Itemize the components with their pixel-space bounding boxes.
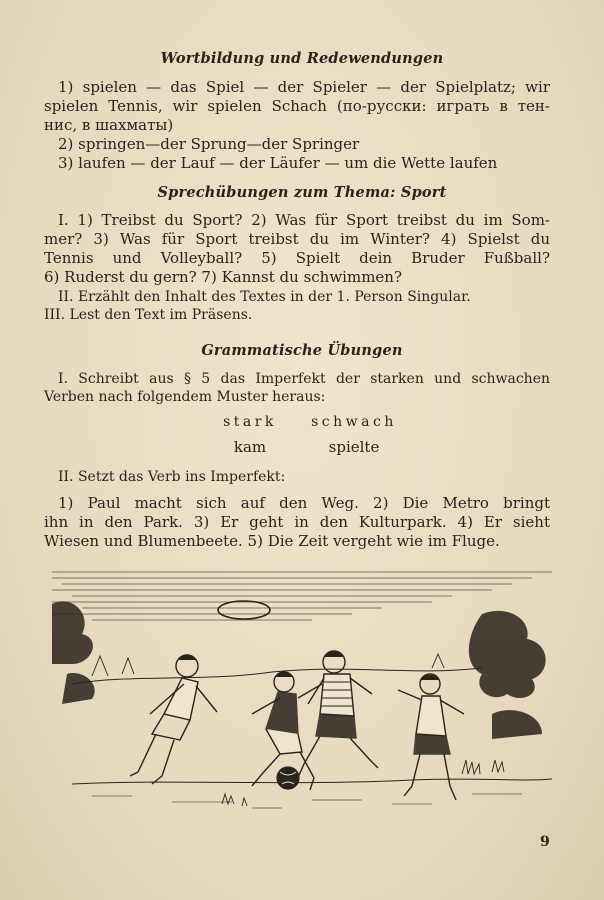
text-line: I. 1) Treibst du Sport? 2) Was für Sport treibst du im Som- bbox=[58, 211, 550, 229]
boy-left bbox=[130, 655, 217, 784]
text-line: 3) laufen — der Lauf — der Läufer — um die Wette laufen bbox=[58, 154, 498, 172]
text-line: нис, в шахматы) bbox=[44, 116, 174, 134]
sprechuebungen-ex2-3 bbox=[44, 288, 550, 324]
flying-ring bbox=[218, 601, 270, 619]
text-line: Tennis und Volleyball? 5) Spielt dein Bruder Fußball? bbox=[44, 249, 550, 267]
table-header-schwach: schwach bbox=[311, 414, 397, 430]
grass-tufts bbox=[222, 760, 504, 806]
football-ball bbox=[277, 767, 299, 789]
right-trees bbox=[469, 611, 546, 739]
text-line: spielen Tennis, wir spielen Schach (по-русски: играть в тен- bbox=[44, 97, 550, 115]
text-line: ihn in den Park. 3) Er geht in den Kulturpark. 4) Er sieht bbox=[44, 513, 550, 531]
sky-hatching bbox=[52, 572, 552, 620]
left-trees bbox=[52, 601, 95, 704]
text-line: II. Erzählt den Inhalt des Textes in der 1. Person Singular. bbox=[58, 289, 471, 305]
grammatik-ex2 bbox=[44, 494, 550, 551]
text-line: I. Schreibt aus § 5 das Imperfekt der starken und schwachen bbox=[58, 371, 550, 387]
grammatik-ex1 bbox=[44, 370, 550, 406]
table-header-stark: stark bbox=[223, 414, 277, 430]
table-value-spielte: spielte bbox=[328, 438, 380, 456]
wortbildung-text bbox=[44, 78, 550, 173]
section-title-sprechuebungen: Sprechübungen zum Thema: Sport bbox=[157, 184, 447, 201]
sprechuebungen-ex1 bbox=[44, 211, 550, 287]
grammatik-ex2-title-block bbox=[44, 468, 550, 486]
text-line: Verben nach folgendem Muster heraus: bbox=[44, 389, 326, 405]
text-line: III. Lest den Text im Präsens. bbox=[44, 307, 253, 323]
table-value-kam: kam bbox=[233, 438, 267, 456]
page-number: 9 bbox=[540, 834, 550, 850]
text-line: 1) Paul macht sich auf den Weg. 2) Die Metro bringt bbox=[58, 494, 550, 512]
text-line: 2) springen—der Sprung—der Springer bbox=[58, 135, 360, 153]
section-title-wortbildung: Wortbildung und Redewendungen bbox=[160, 50, 444, 67]
exercise-title: II. Setzt das Verb ins Imperfekt: bbox=[58, 469, 286, 485]
boy-right bbox=[398, 674, 464, 800]
section-title-grammatik: Grammatische Übungen bbox=[201, 342, 403, 359]
text-line: 1) spielen — das Spiel — der Spieler — der Spielplatz; wir bbox=[58, 78, 550, 96]
text-line: 6) Ruderst du gern? 7) Kannst du schwimmen? bbox=[44, 268, 402, 286]
text-line: Wiesen und Blumenbeete. 5) Die Zeit vergeht wie im Fluge. bbox=[44, 532, 500, 550]
ground-hatching bbox=[92, 794, 522, 808]
football-illustration bbox=[52, 564, 552, 824]
boy-center-striped bbox=[296, 651, 378, 782]
text-line: mer? 3) Was für Sport treibst du im Winter? 4) Spielst du bbox=[44, 230, 550, 248]
